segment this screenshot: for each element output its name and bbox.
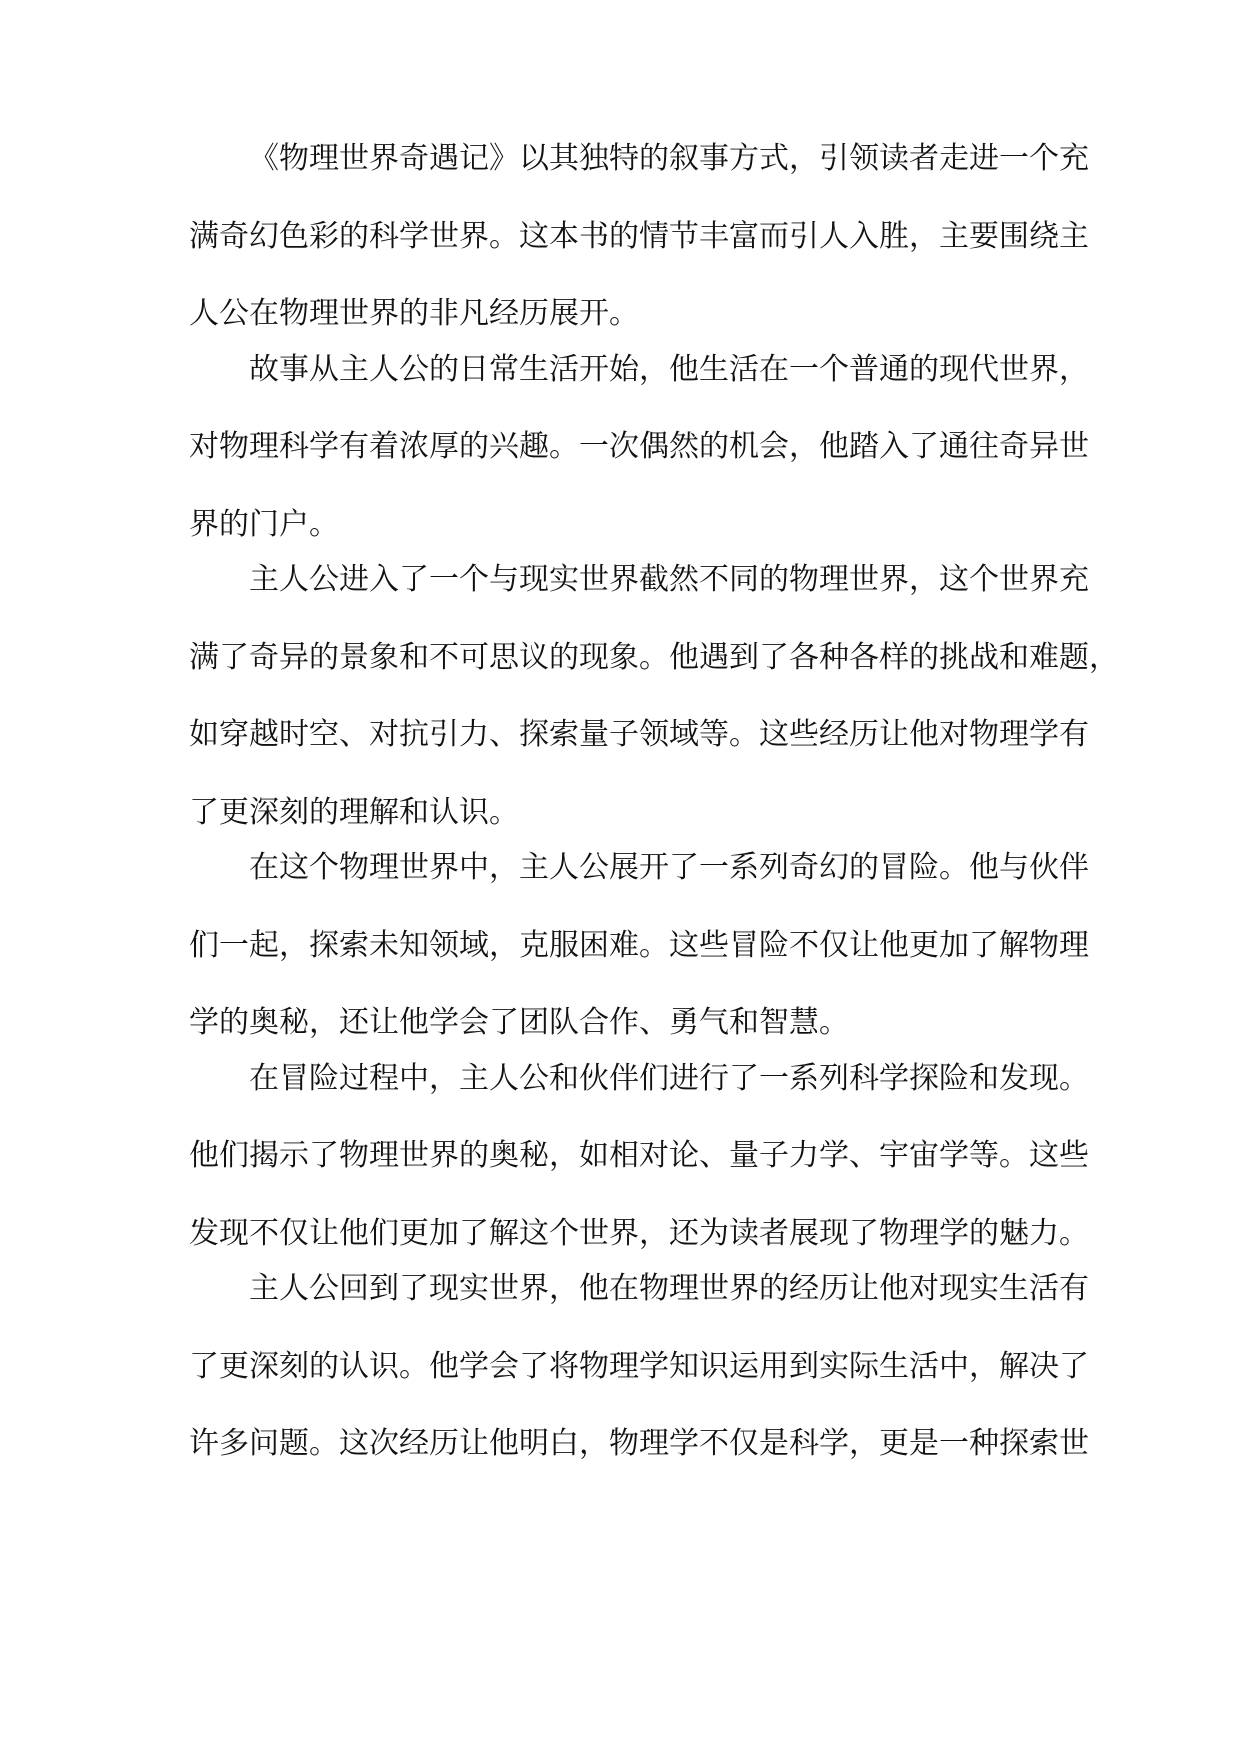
text-line: 如穿越时空、对抗引力、探索量子领域等。这些经历让他对物理学有 <box>189 717 1089 752</box>
paragraph-5 <box>189 1060 1089 1252</box>
paragraph-3 <box>189 561 1119 831</box>
text-line: 主人公回到了现实世界，他在物理世界的经历让他对现实生活有 <box>249 1271 1089 1306</box>
text-line: 发现不仅让他们更加了解这个世界，还为读者展现了物理学的魅力。 <box>189 1215 1089 1251</box>
text-line: 他们揭示了物理世界的奥秘，如相对论、量子力学、宇宙学等。这些 <box>189 1138 1089 1173</box>
text-line: 学的奥秘，还让他学会了团队合作、勇气和智慧。 <box>189 1005 849 1040</box>
text-line: 主人公进入了一个与现实世界截然不同的物理世界，这个世界充 <box>249 562 1089 597</box>
text-line: 对物理科学有着浓厚的兴趣。一次偶然的机会，他踏入了通往奇异世 <box>189 429 1089 464</box>
paragraph-4 <box>189 849 1089 1041</box>
text-line: 满奇幻色彩的科学世界。这本书的情节丰富而引人入胜，主要围绕主 <box>189 218 1089 254</box>
text-line: 故事从主人公的日常生活开始，他生活在一个普通的现代世界， <box>249 351 1089 387</box>
text-line: 《物理世界奇遇记》以其独特的叙事方式，引领读者走进一个充 <box>249 141 1089 176</box>
text-line: 了更深刻的认识。他学会了将物理学知识运用到实际生活中，解决了 <box>189 1348 1089 1384</box>
text-line: 们一起，探索未知领域，克服困难。这些冒险不仅让他更加了解物理 <box>189 927 1089 963</box>
text-line: 界的门户。 <box>189 506 339 542</box>
paragraph-6 <box>189 1270 1089 1462</box>
body-text <box>189 140 1119 1481</box>
text-line: 在冒险过程中，主人公和伙伴们进行了一系列科学探险和发现。 <box>249 1060 1089 1096</box>
text-line: 许多问题。这次经历让他明白，物理学不仅是科学，更是一种探索世 <box>189 1426 1089 1461</box>
text-line: 满了奇异的景象和不可思议的现象。他遇到了各种各样的挑战和难题， <box>189 639 1119 675</box>
text-line: 了更深刻的理解和认识。 <box>189 794 519 830</box>
paragraph-1 <box>189 140 1089 332</box>
paragraph-2 <box>189 351 1089 543</box>
text-line: 在这个物理世界中，主人公展开了一系列奇幻的冒险。他与伙伴 <box>249 850 1089 885</box>
text-line: 人公在物理世界的非凡经历展开。 <box>189 296 639 331</box>
